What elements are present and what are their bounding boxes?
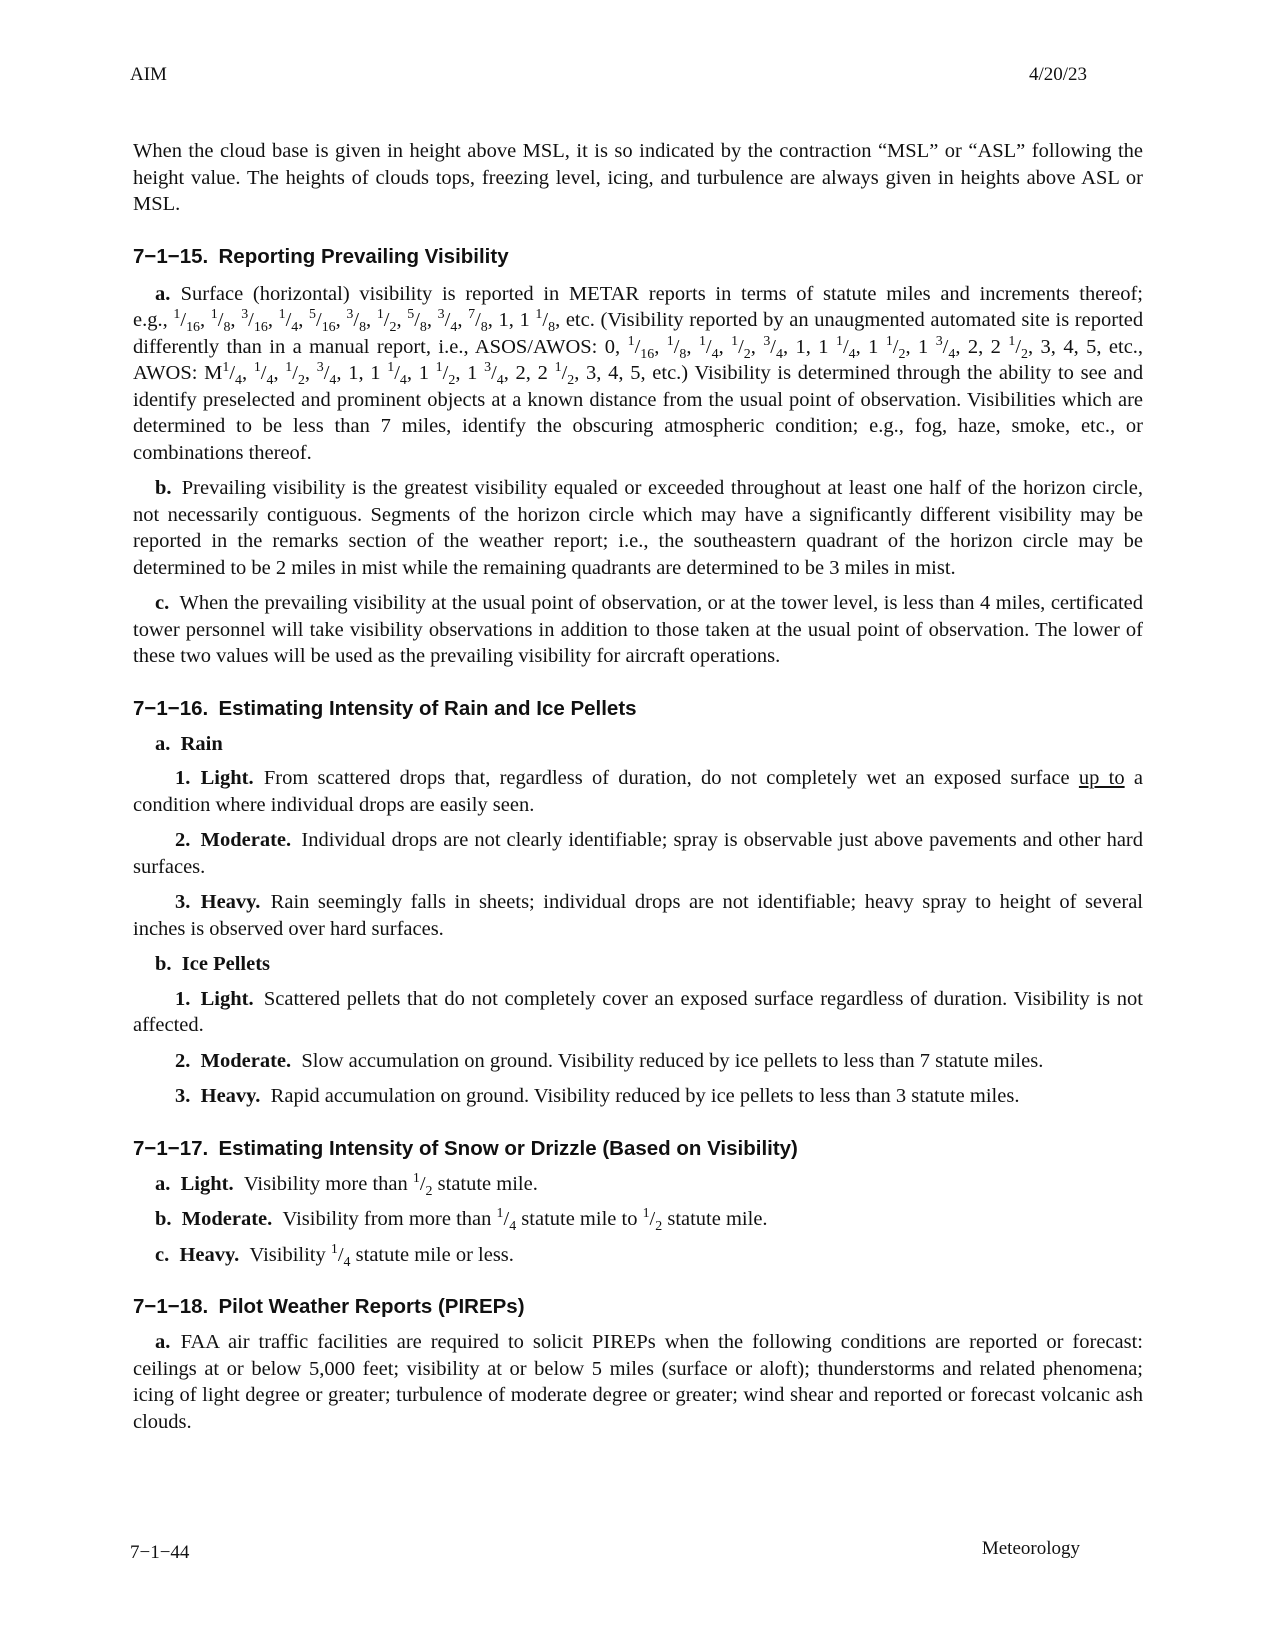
paragraph-15a — [133, 281, 1143, 467]
intro-paragraph: When the cloud base is given in height above MSL, it is so indicated by the contraction “MSL” or “ASL” following the height value. The heights of clouds tops, freezing level, icing, and turbulence are always given in heights above ASL or MSL. — [133, 140, 1143, 215]
ice-heavy-label: 3. Heavy. — [175, 1085, 261, 1107]
fraction-quarter-2: $^1/_4$ — [330, 1241, 351, 1270]
section-heading-7-1-17: 7−1−17. Estimating Intensity of Snow or Drizzle (Based on Visibility) — [133, 1136, 798, 1160]
running-header-left: AIM — [130, 64, 167, 85]
rain-moderate-text: Individual drops are not clearly identifiable; spray is observable just above pavements and other hard surfaces. — [133, 829, 1143, 878]
snow-moderate-text-2: statute mile to — [521, 1208, 638, 1230]
rain-light-text-b: a condition where individual drops are easily seen. — [133, 767, 1143, 816]
rain-moderate-item — [133, 827, 1143, 880]
rain-heavy-item — [133, 889, 1143, 942]
snow-light-text-1: Visibility more than — [243, 1172, 408, 1195]
section-heading-7-1-15: 7−1−15. Reporting Prevailing Visibility — [133, 244, 509, 268]
rain-label: a. Rain — [155, 732, 223, 755]
rain-heavy-label: 3. Heavy. — [175, 891, 261, 913]
label-15b: b. — [155, 477, 172, 499]
fraction-half-2: $^1/_2$ — [642, 1206, 663, 1235]
paragraph-15b — [133, 475, 1143, 581]
ice-moderate-item — [133, 1048, 1143, 1075]
rain-light-underlined: up to — [1078, 767, 1125, 789]
ice-pellets-label: b. Ice Pellets — [155, 953, 270, 975]
fraction-list-2: $^1/_{16}$, $^1/_8$, $^1/_4$, $^1/_2$, $^3/_4$, 1, 1 $^1/_4$, 1 $^1/_2$, 1 $^3/_4$, 2, 2 $^1/_2$, 3, 4, 5 — [627, 333, 1097, 362]
section-heading-7-1-16: 7−1−16. Estimating Intensity of Rain and Ice Pellets — [133, 696, 637, 720]
label-15a: a. — [155, 282, 171, 305]
snow-moderate-text-1: Visibility from more than — [282, 1208, 492, 1230]
text-15a-part4: , etc.) Visibility is determined through the ability to see and identify preselected and prominent objects at a known distance from the usual point of observation. Visibilities which are determined to be less than 7 miles, identify the obscuring atmospheric condition; e.g., fog, haze, smoke, etc., or combinations thereof. — [133, 362, 1144, 464]
ice-light-text: Scattered pellets that do not completely cover an exposed surface regardless of duration. Visibility is not affected. — [133, 987, 1143, 1036]
subheading-ice-pellets — [133, 951, 1143, 978]
snow-moderate-text-3: statute mile. — [667, 1208, 768, 1230]
ice-moderate-label: 2. Moderate. — [175, 1049, 292, 1072]
running-header-date: 4/20/23 — [1028, 64, 1087, 85]
page-number: 7−1−44 — [130, 1542, 190, 1563]
text-18a: FAA air traffic facilities are required to solicit PIREPs when the following conditions are reported or forecast: ceilings at or below 5,000 feet; visibility at or below 5 miles (surface or aloft); thunderstorms and related phenomena; icing of light degree or greater; turbulence of moderate degree or greater; wind shear and reported or forecast volcanic ash clouds. — [133, 1331, 1143, 1433]
ice-light-item — [133, 986, 1143, 1039]
section-heading-7-1-18: 7−1−18. Pilot Weather Reports (PIREPs) — [133, 1295, 525, 1318]
subheading-rain — [133, 731, 1143, 758]
label-18a: a. — [155, 1331, 171, 1353]
snow-light-label: a. Light. — [155, 1172, 234, 1195]
snow-moderate-item — [133, 1206, 1143, 1233]
snow-heavy-text-1: Visibility — [249, 1243, 326, 1266]
text-15c: When the prevailing visibility at the usual point of observation, or at the tower level, is less than 4 miles, certificated tower personnel will take visibility observations in addition to those taken at the usual point of observation. The lower of these two values will be used as the prevailing visibility for aircraft operations. — [133, 592, 1143, 667]
label-15c: c. — [155, 592, 170, 614]
snow-heavy-item — [133, 1242, 1143, 1269]
ice-moderate-text: Slow accumulation on ground. Visibility reduced by ice pellets to less than 7 statute miles. — [301, 1049, 1044, 1072]
chapter-name: Meteorology — [981, 1538, 1080, 1559]
text-15b: Prevailing visibility is the greatest visibility equaled or exceeded throughout at least one half of the horizon circle, not necessarily contiguous. Segments of the horizon circle which may have a significantly different visibility may be reported in the remarks section of the weather report; i.e., the southeastern quadrant of the horizon circle may be determined to be 2 miles in mist while the remaining quadrants are determined to be 3 miles in mist. — [133, 477, 1143, 579]
paragraph-18a — [133, 1329, 1143, 1435]
page-body — [133, 138, 1143, 1435]
fraction-quarter: $^1/_4$ — [496, 1206, 517, 1235]
rain-light-label: 1. Light. — [175, 767, 254, 789]
fraction-half: $^1/_2$ — [412, 1170, 433, 1199]
rain-heavy-text: Rain seemingly falls in sheets; individual drops are not identifiable; heavy spray to height of several inches is observed over hard surfaces. — [133, 891, 1143, 940]
text-15a-part1: Surface (horizontal) visibility is reported in METAR reports in terms of statute miles and increments thereof; e.g., — [133, 282, 1143, 331]
snow-heavy-label: c. Heavy. — [155, 1243, 240, 1266]
snow-moderate-label: b. Moderate. — [155, 1208, 273, 1230]
rain-light-item — [133, 765, 1143, 818]
text-15a-part3: , etc., AWOS: M — [133, 335, 1144, 384]
ice-heavy-item — [133, 1083, 1143, 1110]
rain-light-text-a: From scattered drops that, regardless of duration, do not completely wet an exposed surface — [263, 767, 1070, 789]
snow-light-item — [133, 1171, 1143, 1198]
snow-light-text-2: statute mile. — [437, 1172, 538, 1195]
fraction-list-3: $^1/_4$, $^1/_4$, $^1/_2$, $^3/_4$, 1, 1 $^1/_4$, 1 $^1/_2$, 1 $^3/_4$, 2, 2 $^1/_2$, 3, 4, 5 — [222, 360, 641, 389]
ice-heavy-text: Rapid accumulation on ground. Visibility reduced by ice pellets to less than 3 statute miles. — [270, 1085, 1020, 1107]
paragraph-15c — [133, 590, 1143, 670]
rain-moderate-label: 2. Moderate. — [175, 829, 292, 851]
snow-heavy-text-2: statute mile or less. — [355, 1243, 514, 1266]
fraction-list-1: $^1/_{16}$, $^1/_8$, $^3/_{16}$, $^1/_4$, $^5/_{16}$, $^3/_8$, $^1/_2$, $^5/_8$, $^3/_4$, $^7/_8$, 1, 1 $^1/_8$ — [173, 307, 556, 336]
text-15a-part2: , etc. (Visibility reported by an unaugmented automated site is reported differently than in a manual report, i.e., ASOS/AWOS: 0, — [133, 309, 1144, 358]
ice-light-label: 1. Light. — [175, 987, 254, 1010]
